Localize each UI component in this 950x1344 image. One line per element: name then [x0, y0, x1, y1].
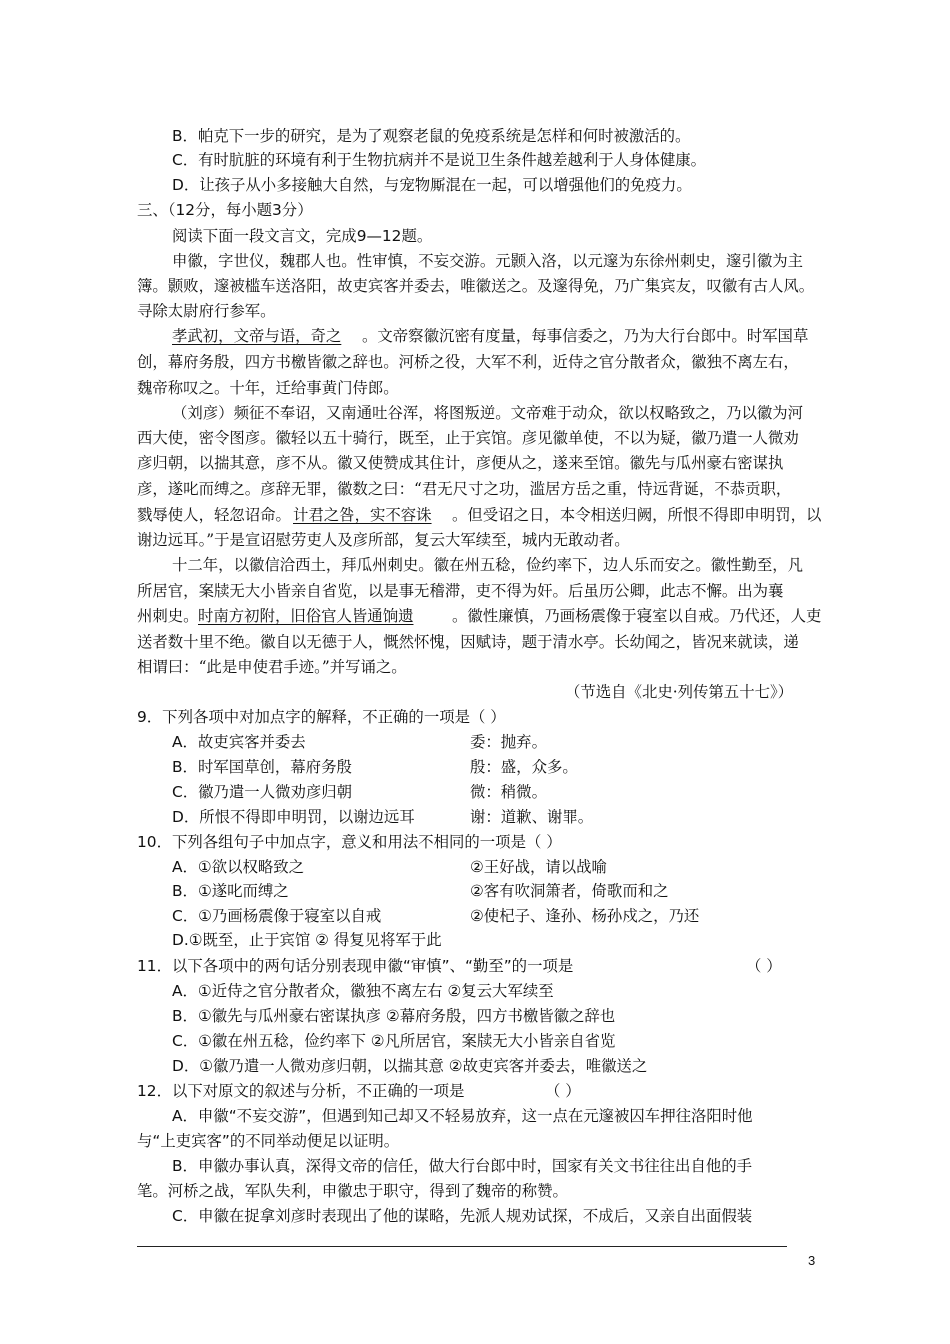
text-line-p4a: 十二年，以徽信洽西土，拜瓜州刺史。徽在州五稔，俭约率下，边人乐而安之。徽性勤至，凡 — [172, 556, 804, 574]
text-line-q10d: D.①既至，止于宾馆 ② 得复见将军于此 — [172, 931, 442, 949]
text-line-q10c2: ②使杞子、逢孙、杨孙戍之，乃还 — [470, 907, 700, 925]
text-line-p1a: 申徽，字世仪，魏郡人也。性审慎，不妄交游。元颢入洛，以元邃为东徐州刺史，邃引徽为主 — [172, 252, 804, 270]
text-line-q11a: A．①近侍之官分散者众，徽独不离左右 ②复云大军续至 — [172, 982, 554, 1000]
text-line-q11b: B．①徽先与瓜州豪右密谋执彦 ②幕府务殷，四方书檄皆徽之辞也 — [172, 1007, 616, 1025]
text-line-q10c: C．①乃画杨震像于寝室以自戒 — [172, 907, 382, 925]
text-line-sec3: 三、（12分，每小题3分） — [137, 201, 313, 219]
text-line-p2a: 。文帝察徽沉密有度量，每事信委之，乃为大行台郎中。时军国草 — [362, 327, 809, 345]
text-line-p4b: 所居官，案牍无大小皆亲自省览，以是事无稽滞，吏不得为奸。后虽历公卿，此志不懈。出为襄 — [137, 582, 784, 600]
text-line-c1: C．有时肮脏的环境有利于生物抗病并不是说卫生条件越差越利于人身体健康。 — [172, 151, 707, 169]
text-line-q9d2: 谢：道歉、谢罪。 — [470, 808, 594, 826]
text-line-q11: 11．以下各项中的两句话分别表现申徽“审慎”、“勤至”的一项是 — [137, 957, 574, 975]
text-line-b1: B．帕克下一步的研究，是为了观察老鼠的免疫系统是怎样和何时被激活的。 — [172, 127, 691, 145]
text-line-q9b2: 殷：盛，众多。 — [470, 758, 578, 776]
text-line-intro: 阅读下面一段文言文，完成9—12题。 — [172, 227, 433, 245]
text-line-q9b: B．时军国草创，幕府务殷 — [172, 758, 352, 776]
text-line-q10a2: ②王好战，请以战喻 — [470, 858, 607, 876]
text-line-p3f: 谢边远耳。”于是宣诏慰劳吏人及彦所部，复云大军续至，城内无敢动者。 — [137, 531, 630, 549]
text-line-p4c1: 州刺史。 — [137, 607, 199, 625]
text-line-q9c: C．徽乃遣一人微劝彦归朝 — [172, 783, 353, 801]
text-line-d1: D．让孩子从小多接触大自然，与宠物厮混在一起，可以增强他们的免疫力。 — [172, 176, 692, 194]
page-number: 3 — [808, 1253, 816, 1268]
text-line-p3e2: 。但受诏之日，本令相送归阙，所恨不得即申明罚，以 — [452, 506, 822, 524]
text-line-p3d: 彦，遂叱而缚之。彦辞无罪，徽数之曰：“君无尺寸之功，滥居方岳之重，恃远背诞，不恭贡职， — [137, 480, 792, 498]
text-line-q9a: A．故吏宾客并委去 — [172, 733, 306, 751]
text-line-q12a2: 与“上吏宾客”的不同举动便足以证明。 — [137, 1132, 400, 1150]
text-line-q9d: D．所恨不得即申明罚，以谢边远耳 — [172, 808, 415, 826]
text-line-p2c: 魏帝称叹之。十年，迁给事黄门侍郎。 — [137, 379, 399, 397]
text-line-p2b: 创，幕府务殷，四方书檄皆徽之辞也。河桥之役，大军不利，近侍之官分散者众，徽独不离左右， — [137, 353, 799, 371]
text-line-p1b: 簿。颢败，邃被槛车送洛阳，故吏宾客并委去，唯徽送之。及邃得免，乃广集宾友，叹徽有古人风。 — [137, 277, 815, 295]
text-line-q9: 9．下列各项中对加点字的解释，不正确的一项是（ ） — [137, 708, 506, 726]
text-line-q9c2: 微：稍微。 — [470, 783, 547, 801]
text-line-p3e1: 戮辱使人，轻忽诏命。 — [137, 506, 291, 524]
text-line-p3a: （刘彦）频征不奉诏，又南通吐谷浑，将图叛逆。文帝难于动众，欲以权略致之，乃以徽为河 — [172, 404, 804, 422]
text-line-p1c: 寻除太尉府行参军。 — [137, 302, 276, 320]
text-line-p4d: 送者数十里不绝。徽自以无德于人，慨然怀愧，因赋诗，题于清水亭。长幼闻之，皆况来就读，递 — [137, 633, 799, 651]
text-line-q12b2: 笔。河桥之战，军队失利，申徽忠于职守，得到了魏帝的称赞。 — [137, 1182, 568, 1200]
footer-divider — [137, 1246, 787, 1247]
text-line-q10a: A．①欲以权略致之 — [172, 858, 305, 876]
text-line-q12a1: A．申徽“不妄交游”，但遇到知己却又不轻易放弃，这一点在元邃被囚车押往洛阳时他 — [172, 1107, 753, 1125]
text-line-p4e: 相谓曰：“此是申使君手迹。”并写诵之。 — [137, 658, 407, 676]
text-line-q12b1: B．申徽办事认真，深得文帝的信任，做大行台郎中时，国家有关文书往往出自他的手 — [172, 1157, 753, 1175]
text-line-p3c: 彦归朝，以揣其意，彦不从。徽又使赞成其住计，彦便从之，遂来至馆。徽先与瓜州豪右密谋执 — [137, 454, 784, 472]
text-line-source: （节选自《北史·列传第五十七》） — [565, 683, 794, 701]
text-line-p4c2: 。徽性廉慎，乃画杨震像于寝室以自戒。乃代还，人吏 — [452, 607, 822, 625]
text-line-q11c: C．①徽在州五稔，俭约率下 ②凡所居官，案牍无大小皆亲自省览 — [172, 1032, 616, 1050]
text-line-q9a2: 委：抛弃。 — [470, 733, 547, 751]
text-line-q11d: D．①徽乃遣一人微劝彦归朝，以揣其意 ②故吏宾客并委去，唯徽送之 — [172, 1057, 648, 1075]
text-line-p2a_u: 孝武初，文帝与语，奇之 — [172, 327, 342, 345]
text-line-p3e_u: 计君之咎，实不容诛 — [293, 506, 432, 524]
text-line-q12: 12．以下对原文的叙述与分析，不正确的一项是 — [137, 1082, 465, 1100]
text-line-q12p: （ ） — [545, 1082, 581, 1100]
text-line-q10b: B．①遂叱而缚之 — [172, 882, 289, 900]
text-line-q12c1: C．申徽在捉拿刘彦时表现出了他的谋略，先派人规劝试探，不成后，又亲自出面假装 — [172, 1207, 753, 1225]
text-line-q10: 10．下列各组句子中加点字，意义和用法不相同的一项是（ ） — [137, 833, 562, 851]
text-line-q11p: （ ） — [746, 957, 782, 975]
text-line-q10b2: ②客有吹洞箫者，倚歌而和之 — [470, 882, 669, 900]
text-line-p4c_u: 时南方初附，旧俗官人皆通饷遗 — [198, 607, 414, 625]
text-line-p3b: 西大使，密令图彦。徽轻以五十骑行，既至，止于宾馆。彦见徽单使，不以为疑，徽乃遣一人微劝 — [137, 429, 799, 447]
